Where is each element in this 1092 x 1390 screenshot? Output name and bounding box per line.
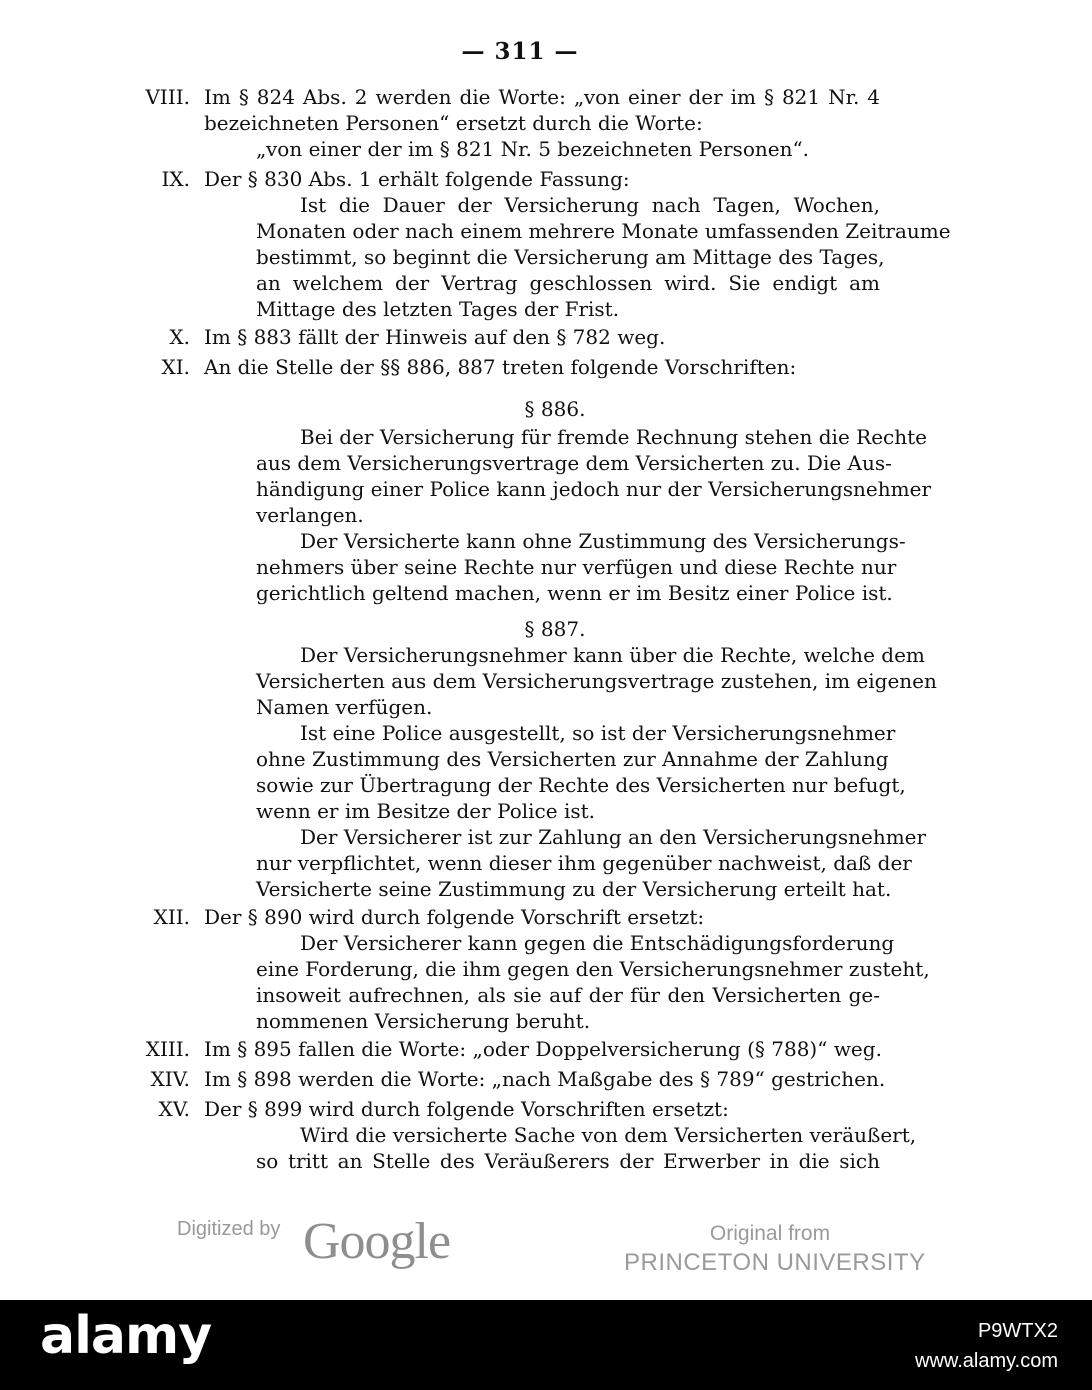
section-number-xii: XII. (153, 905, 190, 929)
text-line: nur verpflichtet, wenn dieser ihm gegenüber nachweist, daß der (256, 851, 912, 875)
original-from-label: Original from (709, 1222, 831, 1245)
text-line: Monaten oder nach einem mehrere Monate umfassenden Zeitraume (256, 219, 951, 243)
text-line: nehmers über seine Rechte nur verfügen und diese Rechte nur (256, 555, 897, 579)
section-number-ix: IX. (161, 167, 190, 191)
text-line: Der Versicherte kann ohne Zustimmung des Versicherungs- (300, 529, 906, 553)
text-line: händigung einer Police kann jedoch nur der Versicherungsnehmer (256, 477, 931, 501)
text-line: Im § 898 werden die Worte: „nach Maßgabe des § 789“ gestrichen. (204, 1067, 886, 1091)
google-logo: Google (303, 1213, 451, 1270)
princeton-university-label: PRINCETON UNIVERSITY (624, 1249, 926, 1276)
text-line: verlangen. (256, 503, 364, 527)
text-line: An die Stelle der §§ 886, 887 treten folgende Vorschriften: (204, 355, 797, 379)
text-line: Der § 899 wird durch folgende Vorschriften ersetzt: (204, 1097, 729, 1121)
alamy-image-id: P9WTX2 (977, 1320, 1058, 1342)
text-line: Ist eine Police ausgestellt, so ist der Versicherungsnehmer (300, 721, 896, 745)
alamy-url: www.alamy.com (915, 1350, 1058, 1372)
text-line: aus dem Versicherungsvertrage dem Versicherten zu. Die Aus- (256, 451, 892, 475)
section-number-x: X. (169, 325, 190, 349)
text-line: gerichtlich geltend machen, wenn er im Besitz einer Police ist. (256, 581, 893, 605)
text-line: nommenen Versicherung beruht. (256, 1009, 591, 1033)
section-number-xiii: XIII. (145, 1037, 190, 1061)
text-line: insoweit aufrechnen, als sie auf der für den Versicherten ge- (256, 983, 880, 1007)
text-line: Der § 830 Abs. 1 erhält folgende Fassung: (204, 167, 630, 191)
text-line: bezeichneten Personen“ ersetzt durch die Worte: (204, 111, 703, 135)
section-number-viii: VIII. (145, 85, 190, 109)
text-line: wenn er im Besitze der Police ist. (256, 799, 595, 823)
text-line: Wird die versicherte Sache von dem Versicherten veräußert, (300, 1123, 917, 1147)
text-line: Im § 895 fallen die Worte: „oder Doppelversicherung (§ 788)“ weg. (204, 1037, 882, 1061)
alamy-image-info (915, 1316, 1058, 1376)
text-line: Der Versicherer kann gegen die Entschädigungsforderung (300, 931, 895, 955)
text-line: ohne Zustimmung des Versicherten zur Annahme der Zahlung (256, 747, 889, 771)
text-line: Mittage des letzten Tages der Frist. (256, 297, 620, 321)
paragraph-heading-887: § 887. (524, 617, 586, 641)
text-line: Versicherten aus dem Versicherungsvertrage zustehen, im eigenen (256, 669, 937, 693)
alamy-logo: alamy (40, 1306, 212, 1366)
text-line: bestimmt, so beginnt die Versicherung am Mittage des Tages, (256, 245, 885, 269)
text-line: Der Versicherer ist zur Zahlung an den Versicherungsnehmer (300, 825, 927, 849)
paragraph-heading-886: § 886. (524, 397, 586, 421)
text-line: so tritt an Stelle des Veräußerers der Erwerber in die sich (256, 1149, 880, 1173)
digitized-by-label: Digitized by (177, 1218, 281, 1240)
text-line: Im § 883 fällt der Hinweis auf den § 782 weg. (204, 325, 666, 349)
text-line: eine Forderung, die ihm gegen den Versicherungsnehmer zusteht, (256, 957, 930, 981)
text-line: Ist die Dauer der Versicherung nach Tagen, Wochen, (300, 193, 880, 217)
text-line: Der § 890 wird durch folgende Vorschrift ersetzt: (204, 905, 705, 929)
alamy-watermark-bar (0, 1300, 1092, 1390)
text-line: Im § 824 Abs. 2 werden die Worte: „von einer der im § 821 Nr. 4 (204, 85, 880, 109)
text-line: Der Versicherungsnehmer kann über die Rechte, welche dem (300, 643, 925, 667)
page-number: — 311 — (461, 38, 579, 65)
text-line: Versicherte seine Zustimmung zu der Versicherung erteilt hat. (256, 877, 892, 901)
section-number-xiv: XIV. (150, 1067, 190, 1091)
section-number-xv: XV. (158, 1097, 190, 1121)
section-number-xi: XI. (161, 355, 190, 379)
text-line: an welchem der Vertrag geschlossen wird. Sie endigt am (256, 271, 880, 295)
text-line: Bei der Versicherung für fremde Rechnung stehen die Rechte (300, 425, 927, 449)
text-line: sowie zur Übertragung der Rechte des Versicherten nur befugt, (256, 773, 906, 797)
text-line: „von einer der im § 821 Nr. 5 bezeichneten Personen“. (256, 137, 810, 161)
text-line: Namen verfügen. (256, 695, 433, 719)
